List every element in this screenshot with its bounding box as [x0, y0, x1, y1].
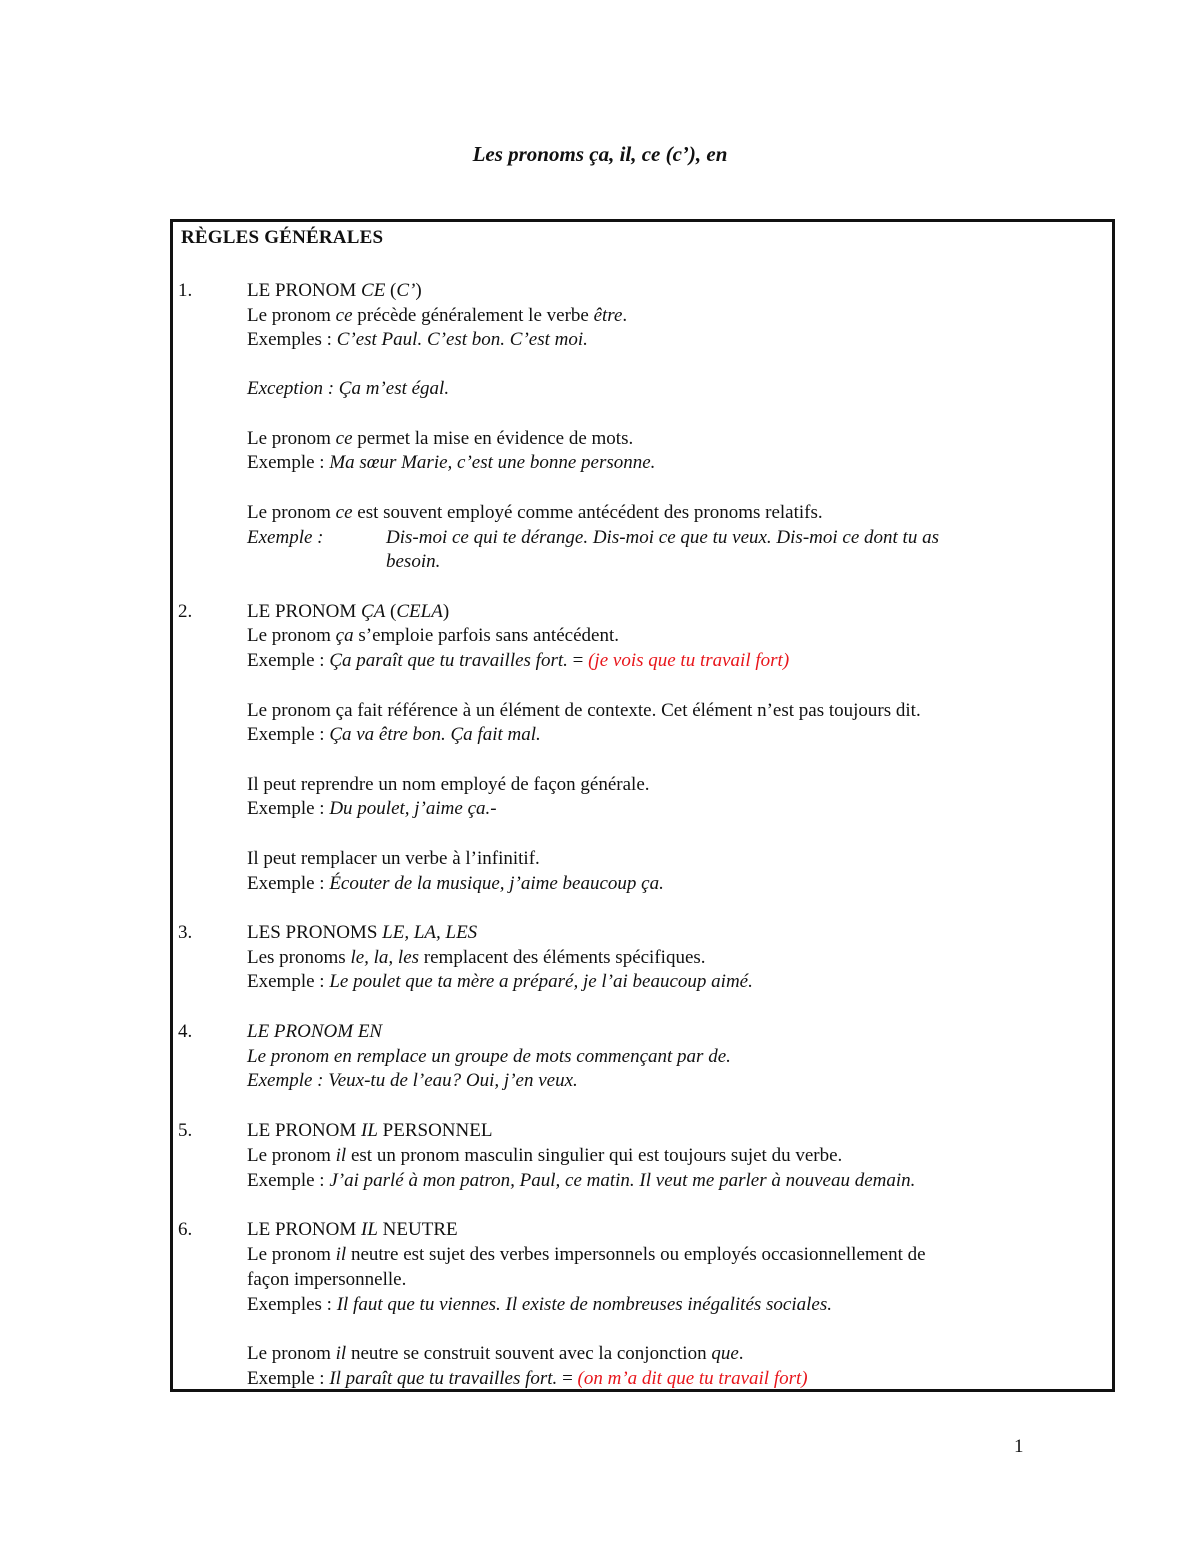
text-run: Exemple :: [247, 650, 330, 671]
section-2-example: [247, 796, 497, 821]
section-1-example-text: besoin.: [386, 551, 441, 572]
text-run: Exemple :: [247, 873, 330, 894]
section-2-example: [247, 871, 664, 896]
section-1-title: [247, 278, 422, 303]
rules-heading: RÈGLES GÉNÉRALES: [181, 227, 384, 248]
text-run: C’est Paul. C’est bon. C’est moi.: [336, 329, 588, 350]
text-run: =: [557, 1368, 578, 1389]
text-run: Exemple :: [247, 1368, 330, 1389]
text-run: ): [415, 280, 422, 301]
text-run: être: [593, 305, 623, 326]
section-1-example: [247, 327, 588, 352]
text-run: (: [385, 601, 397, 622]
section-6-example: [247, 1292, 832, 1317]
section-2-line: Il peut reprendre un nom employé de façon générale.: [247, 774, 650, 795]
section-2-title: [247, 599, 449, 624]
section-3-number: 3.: [178, 922, 193, 943]
text-run: Exemple :: [247, 1170, 330, 1191]
text-run: Le pronom: [247, 625, 336, 646]
text-run: LE PRONOM: [247, 601, 362, 622]
section-1-example: [247, 450, 655, 475]
section-6-number: 6.: [178, 1219, 193, 1240]
text-run: Le pronom: [247, 305, 336, 326]
section-1-example-label: Exemple :: [247, 527, 324, 548]
section-6-title: [247, 1217, 458, 1242]
section-2-example: [247, 648, 789, 673]
text-run: que: [711, 1343, 739, 1364]
text-run: Exemple :: [247, 724, 330, 745]
text-run: Les pronoms: [247, 947, 351, 968]
section-1-number: 1.: [178, 280, 193, 301]
section-2-example: [247, 722, 541, 747]
text-run: NEUTRE: [377, 1219, 458, 1240]
text-run: Ça paraît que tu travailles fort.: [329, 650, 568, 671]
section-4-line: Le pronom en remplace un groupe de mots commençant par de.: [247, 1046, 731, 1067]
section-3-example: [247, 969, 753, 994]
text-run: il: [335, 1145, 347, 1166]
text-run: LE PRONOM: [247, 1120, 362, 1141]
section-5-line: [247, 1143, 842, 1168]
text-run: Le pronom: [247, 428, 336, 449]
text-run: C’: [396, 280, 416, 301]
section-3-line: [247, 945, 706, 970]
text-run: Le pronom: [247, 502, 336, 523]
text-run: Exemples :: [247, 329, 337, 350]
text-run: CE: [361, 280, 386, 301]
text-run: Le pronom: [247, 1343, 336, 1364]
section-2-line: Il peut remplacer un verbe à l’infinitif.: [247, 848, 540, 869]
text-run: Ça va être bon. Ça fait mal.: [329, 724, 541, 745]
section-6-example: [247, 1366, 808, 1391]
text-run: J’ai parlé à mon patron, Paul, ce matin. Il veut me parler à nouveau demain.: [329, 1170, 916, 1191]
annotation: (je vois que tu travail fort): [588, 650, 790, 671]
section-5-example: [247, 1168, 915, 1193]
text-run: CELA: [396, 601, 443, 622]
text-run: =: [567, 650, 589, 671]
section-4-example: Exemple : Veux-tu de l’eau? Oui, j’en veux.: [247, 1070, 578, 1091]
text-run: .: [622, 305, 628, 326]
section-4-title: LE PRONOM EN: [247, 1021, 383, 1042]
page-number: 1: [1014, 1436, 1024, 1457]
section-3-title: [247, 920, 477, 945]
text-run: Le poulet que ta mère a préparé, je l’ai beaucoup aimé.: [329, 971, 753, 992]
section-5-title: [247, 1118, 492, 1143]
text-run: PERSONNEL: [377, 1120, 493, 1141]
text-run: ce: [335, 305, 353, 326]
rules-box: [170, 219, 1115, 1392]
text-run: (: [385, 280, 397, 301]
text-run: Il paraît que tu travailles fort.: [329, 1368, 558, 1389]
section-2-line: [247, 623, 619, 648]
text-run: permet la mise en évidence de mots.: [352, 428, 634, 449]
section-6-line: [247, 1242, 926, 1267]
text-run: ): [442, 601, 450, 622]
text-run: ce: [335, 428, 353, 449]
section-6-line: façon impersonnelle.: [247, 1269, 407, 1290]
text-run: ça: [335, 625, 354, 646]
text-run: il: [335, 1244, 347, 1265]
text-run: Ma sœur Marie, c’est une bonne personne.: [329, 452, 656, 473]
text-run: est un pronom masculin singulier qui est toujours sujet du verbe.: [346, 1145, 843, 1166]
section-1-line: [247, 500, 823, 525]
section-1-exception: Exception : Ça m’est égal.: [247, 378, 450, 399]
text-run: ÇA: [361, 601, 386, 622]
section-5-number: 5.: [178, 1120, 193, 1141]
text-run: neutre est sujet des verbes impersonnels ou employés occasionnellement de: [346, 1244, 926, 1265]
text-run: précède généralement le verbe: [352, 305, 594, 326]
page-title: Les pronoms ça, il, ce (c’), en: [472, 142, 728, 166]
text-run: Écouter de la musique, j’aime beaucoup ça.: [329, 873, 664, 894]
text-run: LE PRONOM: [247, 1219, 362, 1240]
text-run: neutre se construit souvent avec la conjonction: [346, 1343, 712, 1364]
text-run: LES PRONOMS: [247, 922, 383, 943]
text-run: Exemples :: [247, 1294, 337, 1315]
annotation: (on m’a dit que tu travail fort): [577, 1368, 808, 1389]
text-run: le, la, les: [350, 947, 420, 968]
text-run: remplacent des éléments spécifiques.: [419, 947, 706, 968]
text-run: Exemple :: [247, 452, 330, 473]
text-run: .: [738, 1343, 744, 1364]
section-1-example-text: Dis-moi ce qui te dérange. Dis-moi ce que tu veux. Dis-moi ce dont tu as: [386, 527, 939, 548]
text-run: IL: [361, 1120, 378, 1141]
section-1-line: [247, 426, 633, 451]
text-run: Du poulet, j’aime ça.: [329, 798, 491, 819]
text-run: est souvent employé comme antécédent des pronoms relatifs.: [352, 502, 823, 523]
section-2-line: Le pronom ça fait référence à un élément de contexte. Cet élément n’est pas toujours dit.: [247, 700, 921, 721]
text-run: Exemple :: [247, 971, 330, 992]
text-run: IL: [361, 1219, 378, 1240]
text-run: s’emploie parfois sans antécédent.: [353, 625, 619, 646]
section-6-line: [247, 1341, 744, 1366]
text-run: Exemple :: [247, 798, 330, 819]
text-run: il: [335, 1343, 347, 1364]
section-2-number: 2.: [178, 601, 193, 622]
section-4-number: 4.: [178, 1021, 193, 1042]
text-run: LE PRONOM: [247, 280, 362, 301]
text-run: Le pronom: [247, 1145, 336, 1166]
text-run: -: [490, 798, 497, 819]
text-run: Il faut que tu viennes. Il existe de nombreuses inégalités sociales.: [336, 1294, 832, 1315]
text-run: ce: [335, 502, 353, 523]
section-1-line: [247, 303, 627, 328]
text-run: Le pronom: [247, 1244, 336, 1265]
text-run: LE, LA, LES: [382, 922, 478, 943]
